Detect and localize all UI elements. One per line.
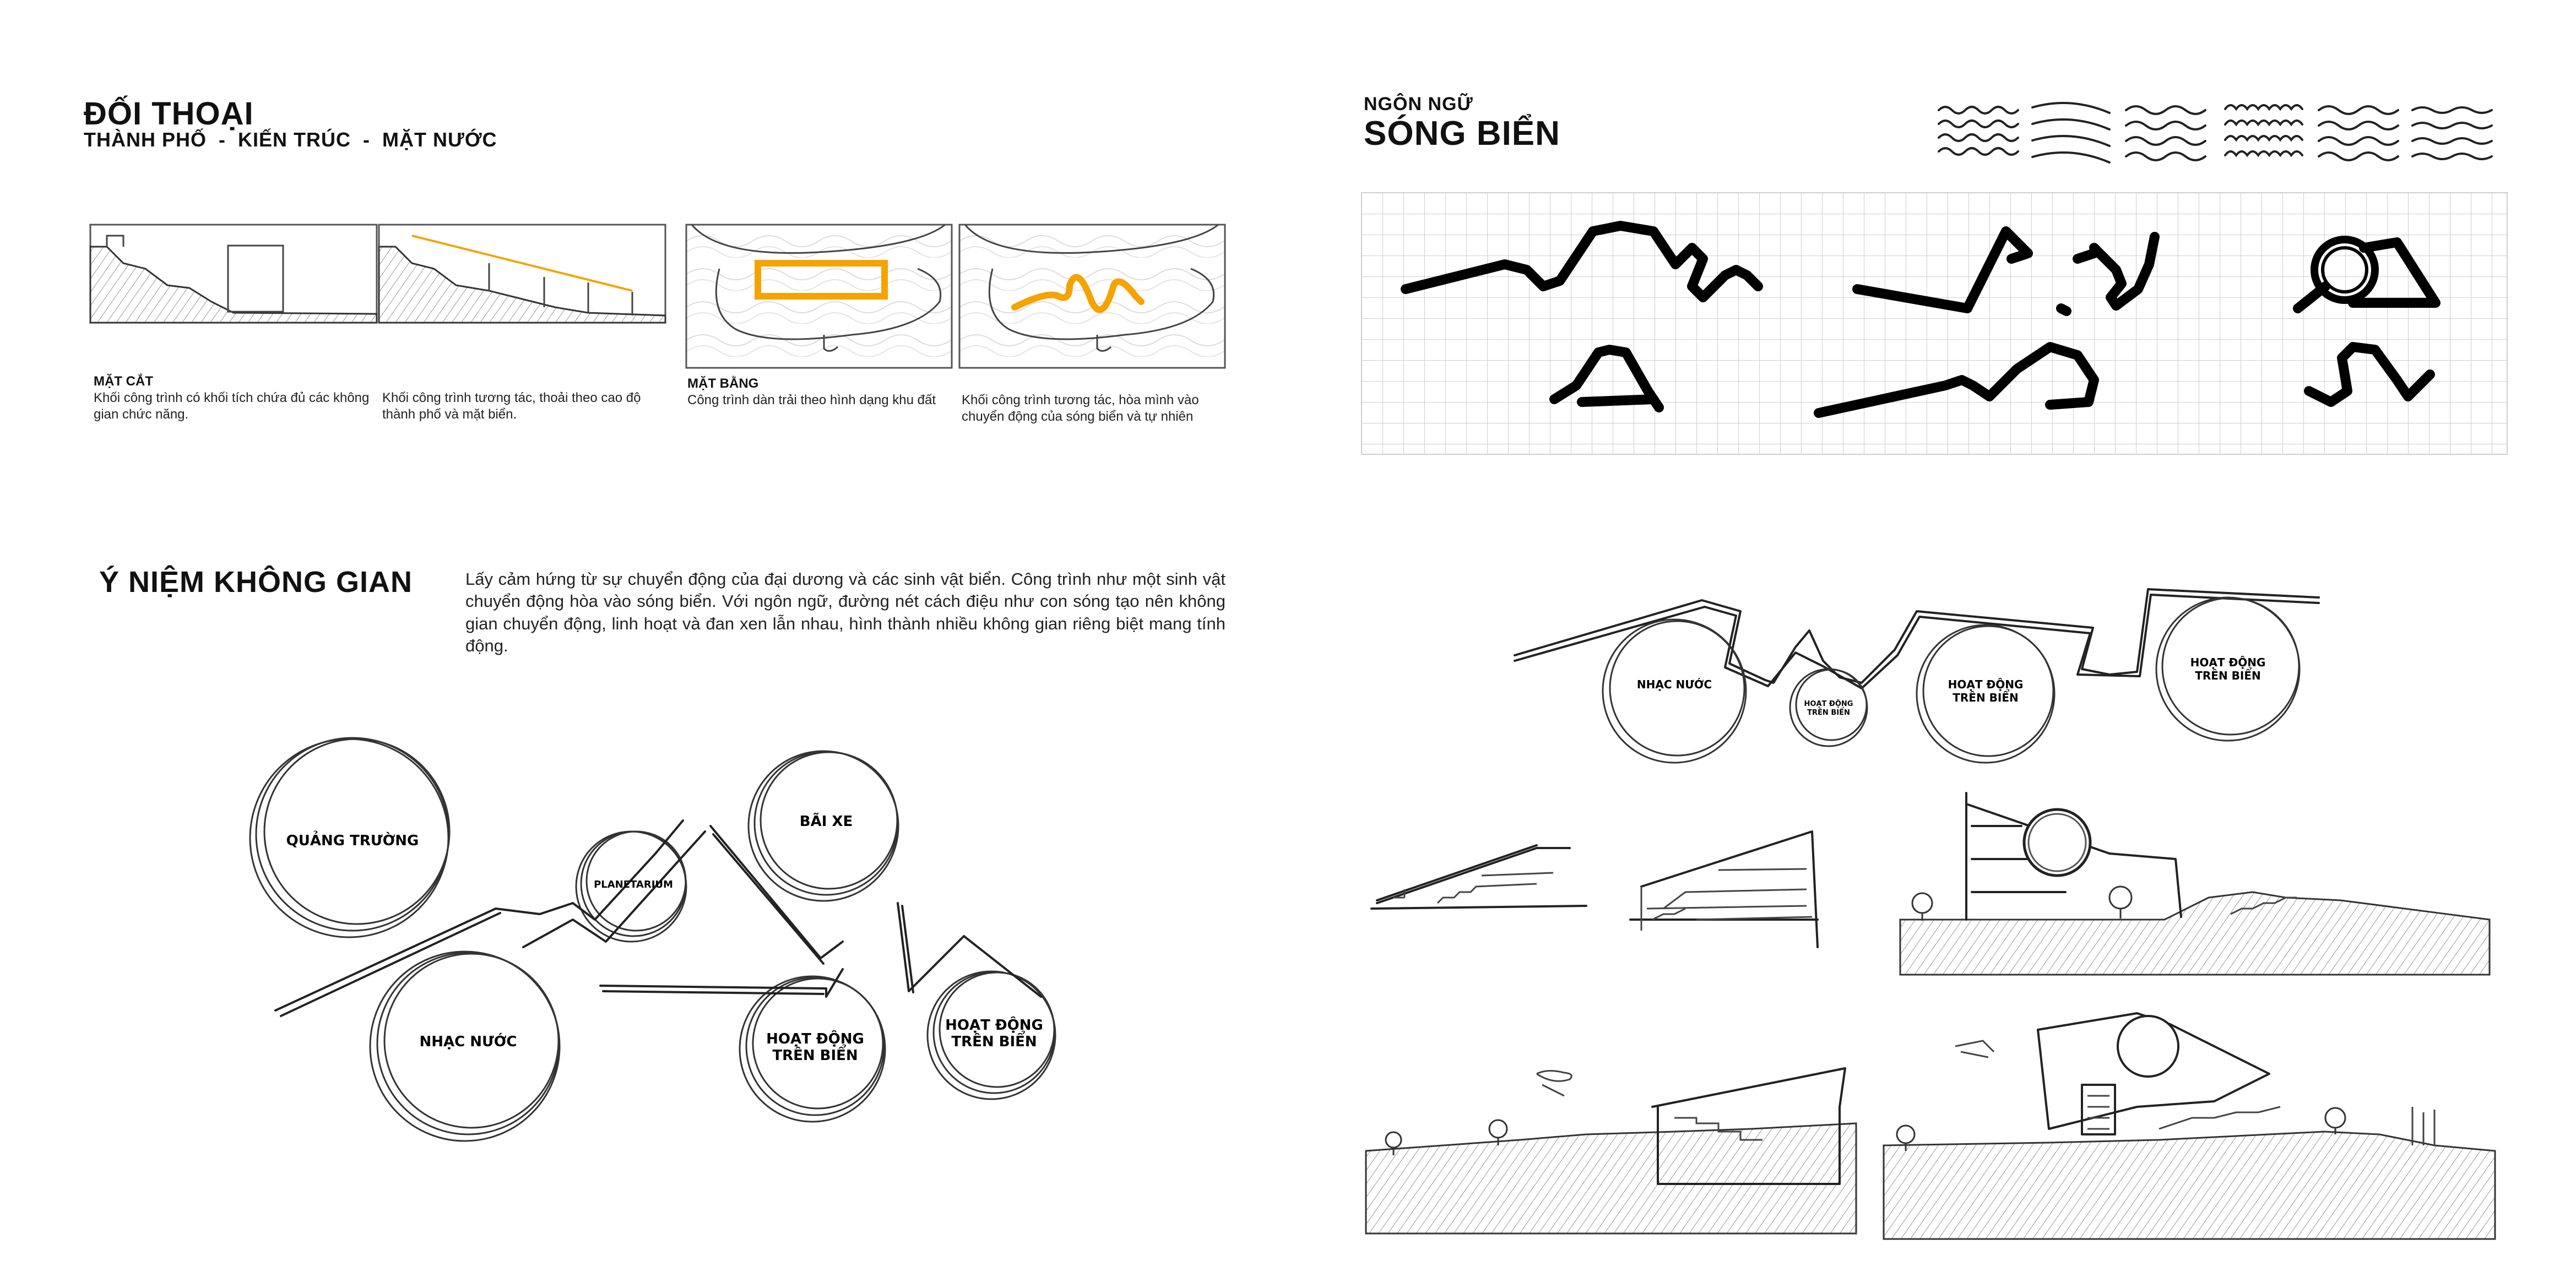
concept-bubble-diagram xyxy=(231,738,1057,1134)
label-hoat-dong-2 xyxy=(945,1016,1043,1050)
mat-cat-text-2: Khối công trình tương tác, thoải theo cao độ thành phố và mặt biển. xyxy=(382,390,641,422)
section-diagram-2 xyxy=(379,225,665,324)
elevation-sketch-2 xyxy=(1884,1008,2495,1239)
sketch-label-hoat-dong-mid xyxy=(1948,678,2024,704)
label-nhac-nuoc: NHẠC NƯỚC xyxy=(419,1034,517,1050)
svg-text:HOẠT ĐỘNG: HOẠT ĐỘNG xyxy=(766,1031,864,1047)
plan-diagram-1 xyxy=(686,225,952,368)
section-sketch-2 xyxy=(1630,820,1834,947)
wave-roof-sketch xyxy=(1509,578,2335,776)
ngon-ngu-kicker: NGÔN NGỮ xyxy=(1364,94,1473,115)
elevation-sketch-1 xyxy=(1366,1063,1856,1233)
label-planetarium: PLANETARIUM xyxy=(594,879,673,890)
mat-bang-title: MẶT BẰNG xyxy=(687,376,759,391)
doi-thoai-title: ĐỐI THOẠI xyxy=(84,96,254,132)
label-quang-truong: QUẢNG TRƯỜNG xyxy=(286,833,419,849)
label-bai-xe: BÃI XE xyxy=(799,813,853,830)
sketch-label-hoat-dong-right xyxy=(2190,656,2266,682)
section-diagram-1 xyxy=(90,225,377,324)
label-hoat-dong-1 xyxy=(766,1030,864,1064)
svg-text:TRÊN BIỂN: TRÊN BIỂN xyxy=(1953,691,2019,704)
song-bien-title: SÓNG BIỂN xyxy=(1364,115,1560,153)
y-niem-title: Ý NIỆM KHÔNG GIAN xyxy=(99,566,413,599)
sketch-label-hoat-dong-small xyxy=(1804,699,1853,717)
y-niem-paragraph: Lấy cảm hứng từ sự chuyển động của đại dương và các sinh vật biển. Công trình như một sinh vật chuyển động hòa vào sóng biển. Với ngôn ngữ, đường nét cách điệu như con sóng tạo nên không gian chuyển động, linh hoạt và đan xen lẫn nhau, hình thành nhiều không gian riêng biệt mang tính động. xyxy=(465,569,1225,655)
svg-text:HOẠT ĐỘNG: HOẠT ĐỘNG xyxy=(945,1017,1043,1034)
mat-cat-title: MẶT CẮT xyxy=(94,374,153,389)
mat-cat-text-1: Khối công trình có khối tích chứa đủ các không gian chức năng. xyxy=(94,390,370,422)
svg-text:TRÊN BIỂN: TRÊN BIỂN xyxy=(772,1047,858,1064)
doi-thoai-subtitle: THÀNH PHỐ - KIẾN TRÚC - MẶT NƯỚC xyxy=(84,128,497,151)
mat-bang-text-2: Khối công trình tương tác, hòa mình vào chuyển động của sóng biển và tự nhiên xyxy=(962,393,1199,424)
section-sketch-1 xyxy=(1371,837,1586,931)
svg-text:HOẠT ĐỘNG: HOẠT ĐỘNG xyxy=(1804,700,1853,708)
svg-text:TRÊN BIỂN: TRÊN BIỂN xyxy=(951,1034,1037,1050)
svg-text:TRÊN BIỂN: TRÊN BIỂN xyxy=(1807,709,1850,717)
plan-diagram-2 xyxy=(959,225,1225,368)
section-sketch-3 xyxy=(1900,793,2495,975)
wave-icons xyxy=(1939,99,2490,165)
svg-text:TRÊN BIỂN: TRÊN BIỂN xyxy=(2195,669,2261,682)
svg-text:HOẠT ĐỘNG: HOẠT ĐỘNG xyxy=(2190,656,2266,669)
mat-bang-text-1: Công trình dàn trải theo hình dạng khu đất xyxy=(687,393,936,407)
wave-language-grid xyxy=(1362,193,2507,454)
svg-text:HOẠT ĐỘNG: HOẠT ĐỘNG xyxy=(1948,678,2024,691)
sketch-label-nhac-nuoc: NHẠC NƯỚC xyxy=(1636,678,1712,691)
